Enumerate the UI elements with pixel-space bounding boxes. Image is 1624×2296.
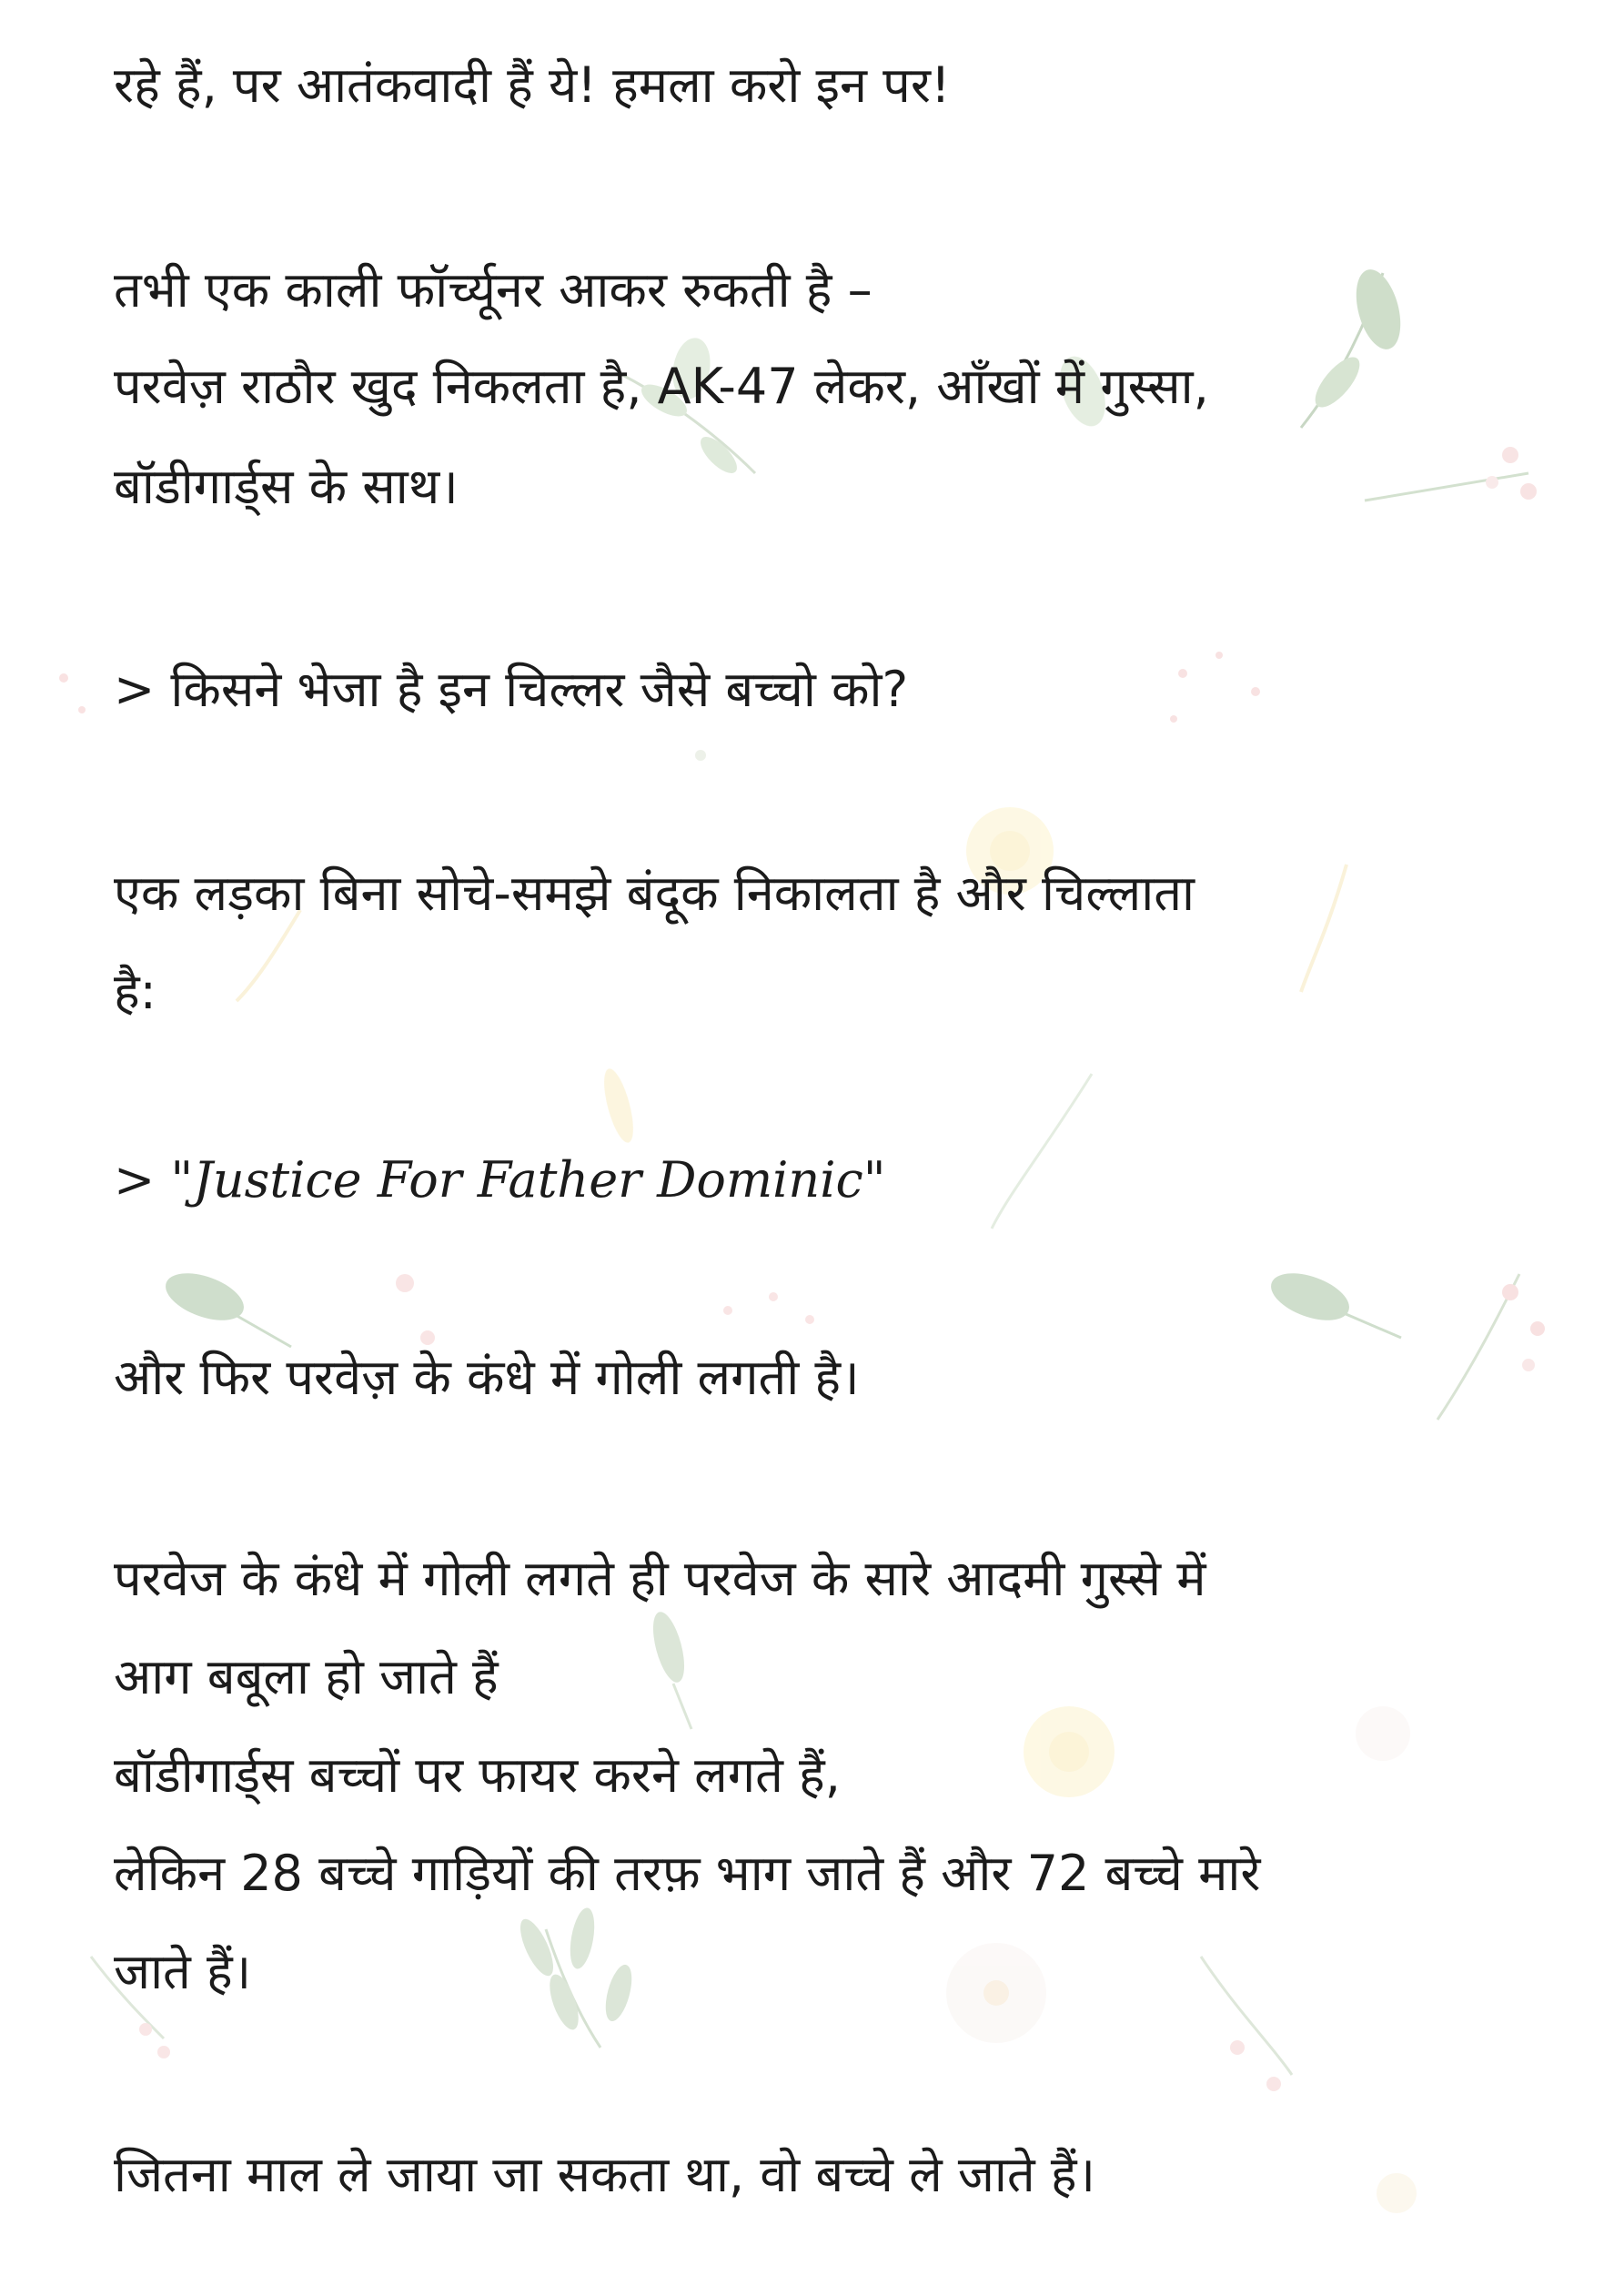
berry-sprig-icon <box>1365 447 1537 501</box>
text-line: परवेज के कंधे में गोली लगते ही परवेज के सारे आदमी गुस्से में <box>114 1550 1206 1607</box>
text-line: बॉडीगार्ड्स बच्चों पर फायर करने लगते हैं, <box>114 1746 841 1804</box>
white-flower-icon <box>946 1706 1417 2213</box>
text-line: लेकिन 28 बच्चे गाड़ियों की तरफ़ भाग जाते हैं और 72 बच्चे मारे <box>114 1845 1261 1902</box>
text-line: जाते हैं। <box>114 1943 252 2000</box>
leaf-vine-icon <box>514 1609 691 2048</box>
text-line: परवेज़ राठौर खुद निकलता है, AK-47 लेकर, आँखों में गुस्सा, <box>114 358 1209 415</box>
text-line: एक लड़का बिना सोचे-समझे बंदूक निकालता है और चिल्लाता <box>114 865 1195 922</box>
leaf-sprig-icon <box>1301 265 1408 428</box>
quote-line: > "Justice For Father Dominic" <box>114 1151 886 1209</box>
text-line: रहे हैं, पर आतंकवादी हैं ये! हमला करो इन पर! <box>114 56 951 114</box>
text-line: और फिर परवेज़ के कंधे में गोली लगती है। <box>114 1349 860 1406</box>
berry-dots-icon <box>396 1274 814 1345</box>
text-line: आग बबूला हो जाते हैं <box>114 1648 499 1705</box>
text-line: है: <box>114 963 156 1020</box>
text-line: तभी एक काली फॉर्च्यूनर आकर रुकती है – <box>114 261 873 319</box>
pink-sprig-icon <box>91 1957 1292 2091</box>
text-line: जितना माल ले जाया जा सकता था, वो बच्चे ले जाते हैं। <box>114 2146 1095 2203</box>
dialogue-line: > किसने भेजा है इन चिल्लर जैसे बच्चो को? <box>114 661 909 718</box>
text-line: बॉडीगार्ड्स के साथ। <box>114 458 459 515</box>
yellow-flower-icon <box>966 807 1115 1797</box>
